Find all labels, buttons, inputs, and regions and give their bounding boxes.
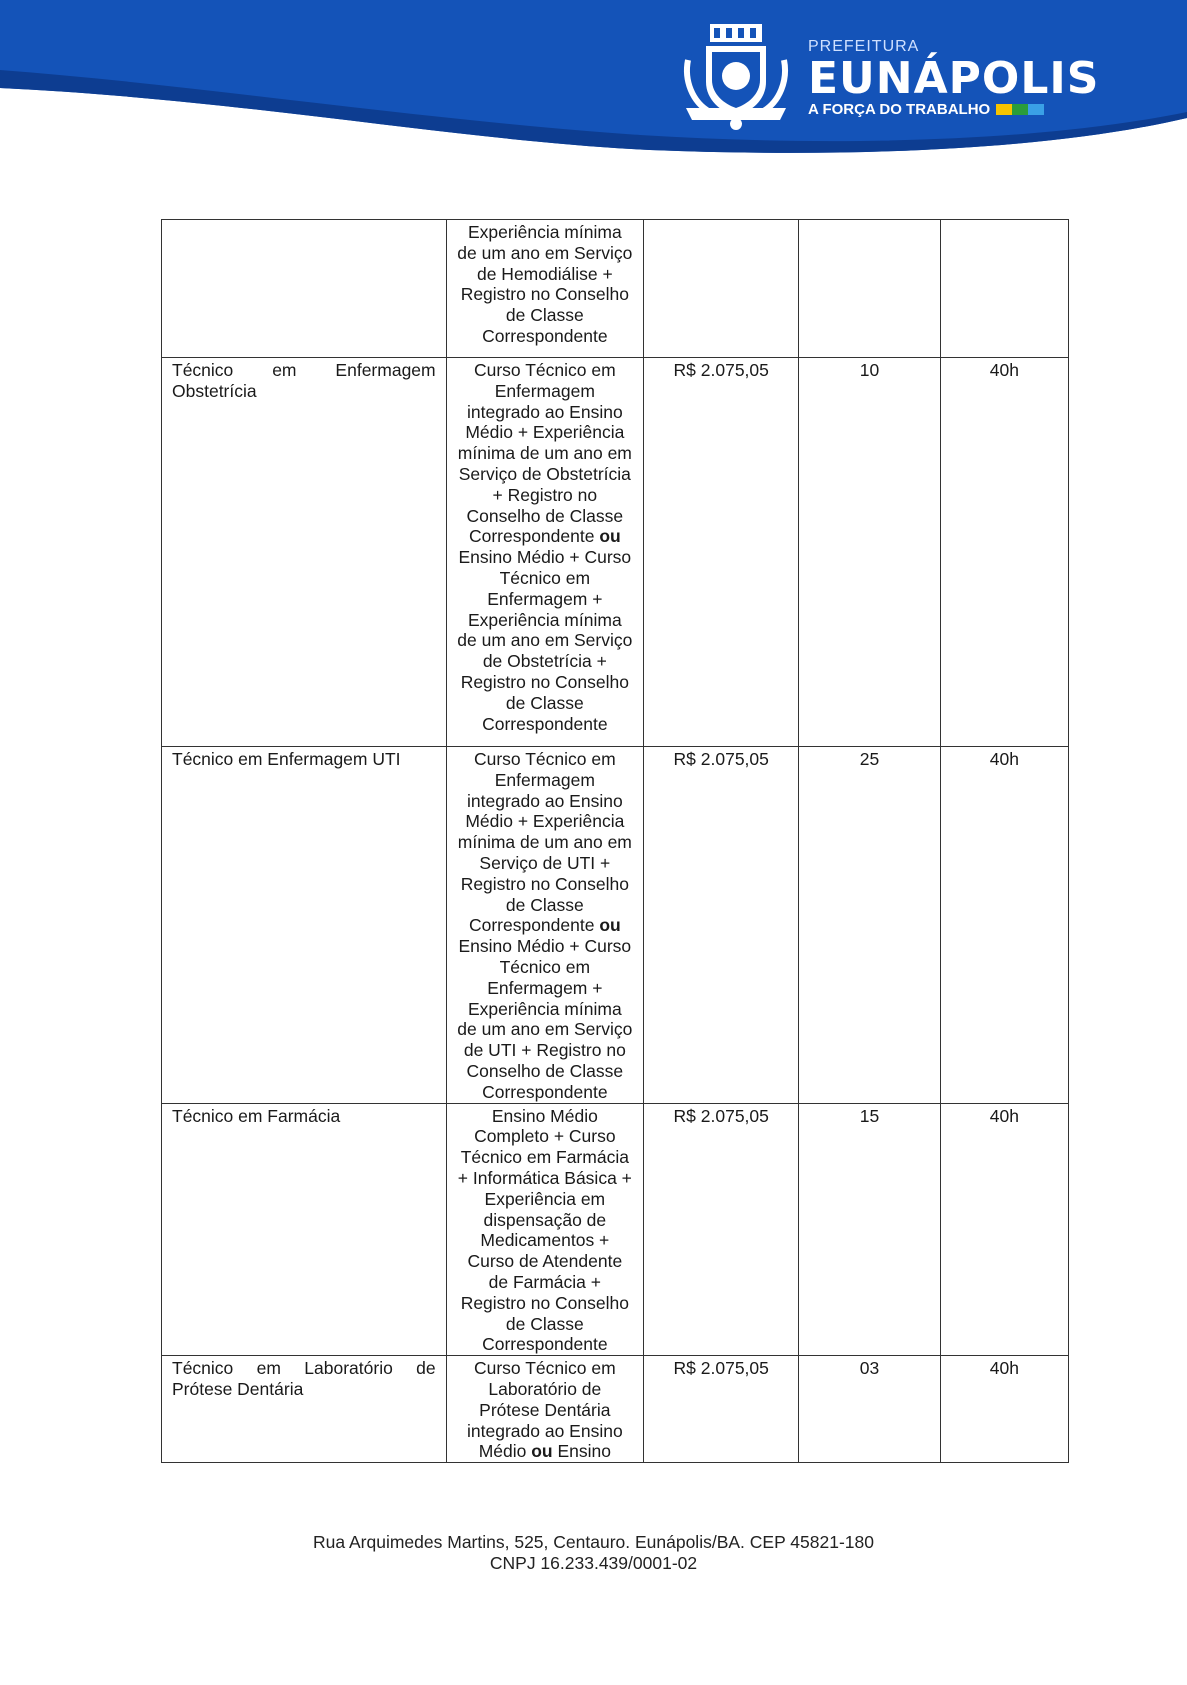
table-row xyxy=(162,220,1069,358)
requisito-text: Curso Técnico em Enfermagem integrado ao Ensino Médio + Experiência mínima de um ano em Serviço de UTI + Registro no Conselho de Classe Correspondente xyxy=(457,749,632,936)
table-row xyxy=(162,1356,1069,1463)
cell-cargo: Técnico em Enfermagem Obstetrícia xyxy=(162,358,447,747)
cell-salario: R$ 2.075,05 xyxy=(644,358,799,747)
positions-table xyxy=(161,219,1069,1463)
cell-requisitos xyxy=(446,1356,643,1463)
cell-carga-horaria: 40h xyxy=(940,1103,1068,1356)
cell-salario: R$ 2.075,05 xyxy=(644,747,799,1104)
requisito-text: Ensino Médio Completo + Curso Técnico em Farmácia + Informática Básica + Experiência em dispensação de Medicamentos + Curso de Atendente de Farmácia + Registro no Conselho de Classe Correspondente xyxy=(457,1105,632,1355)
cell-salario: R$ 2.075,05 xyxy=(644,1103,799,1356)
requisito-text: Ensino xyxy=(552,1441,611,1462)
requisito-connector: ou xyxy=(531,1441,553,1462)
cell-cargo: Técnico em Enfermagem UTI xyxy=(162,747,447,1104)
logo-prefeitura: PREFEITURA xyxy=(808,38,920,55)
cell-carga-horaria: 40h xyxy=(940,358,1068,747)
requisito-text: Ensino Médio + Curso Técnico em Enfermagem + Experiência mínima de um ano em Serviço de Obstetrícia + Registro no Conselho de Classe Correspondente xyxy=(457,547,633,734)
requisito-connector: ou xyxy=(599,915,621,936)
table-row xyxy=(162,747,1069,1104)
page-header xyxy=(0,0,1187,165)
logo-wordmark xyxy=(808,38,1099,118)
cell-cargo: Técnico em Farmácia xyxy=(162,1103,447,1356)
table-row xyxy=(162,1103,1069,1356)
cell-vagas: 15 xyxy=(799,1103,940,1356)
coat-of-arms-icon xyxy=(676,20,796,132)
table-row xyxy=(162,358,1069,747)
logo-tagline: A FORÇA DO TRABALHO xyxy=(808,101,991,118)
cell-requisitos xyxy=(446,358,643,747)
requisito-text: Curso Técnico em Laboratório de Prótese Dentária integrado ao Ensino Médio xyxy=(467,1358,623,1462)
cell-carga-horaria: 40h xyxy=(940,1356,1068,1463)
cell-vagas: 03 xyxy=(799,1356,940,1463)
requisito-connector: ou xyxy=(599,526,621,547)
cell-salario xyxy=(644,220,799,358)
cell-cargo xyxy=(162,220,447,358)
flag-stripes-icon xyxy=(996,104,1044,115)
footer-address: Rua Arquimedes Martins, 525, Centauro. Eunápolis/BA. CEP 45821-180 xyxy=(313,1532,874,1552)
cell-requisitos xyxy=(446,747,643,1104)
requisito-text: Experiência mínima de um ano em Serviço de Hemodiálise + Registro no Conselho de Classe Correspondente xyxy=(457,222,633,346)
page-footer xyxy=(0,1532,1187,1574)
cell-cargo: Técnico em Laboratório de Prótese Dentária xyxy=(162,1356,447,1463)
cell-salario: R$ 2.075,05 xyxy=(644,1356,799,1463)
logo-city-name: EUNÁPOLIS xyxy=(808,53,1100,104)
footer-cnpj: CNPJ 16.233.439/0001-02 xyxy=(489,1553,698,1573)
cell-carga-horaria xyxy=(940,220,1068,358)
cell-requisitos xyxy=(446,1103,643,1356)
cell-carga-horaria: 40h xyxy=(940,747,1068,1104)
requisito-text: Curso Técnico em Enfermagem integrado ao Ensino Médio + Experiência mínima de um ano em Serviço de Obstetrícia + Registro no Conselho de Classe Correspondente xyxy=(457,360,632,547)
cell-requisitos xyxy=(446,220,643,358)
cell-vagas xyxy=(799,220,940,358)
cell-vagas: 25 xyxy=(799,747,940,1104)
requisito-text: Ensino Médio + Curso Técnico em Enfermagem + Experiência mínima de um ano em Serviço de UTI + Registro no Conselho de Classe Correspondente xyxy=(457,936,633,1102)
cell-vagas: 10 xyxy=(799,358,940,747)
